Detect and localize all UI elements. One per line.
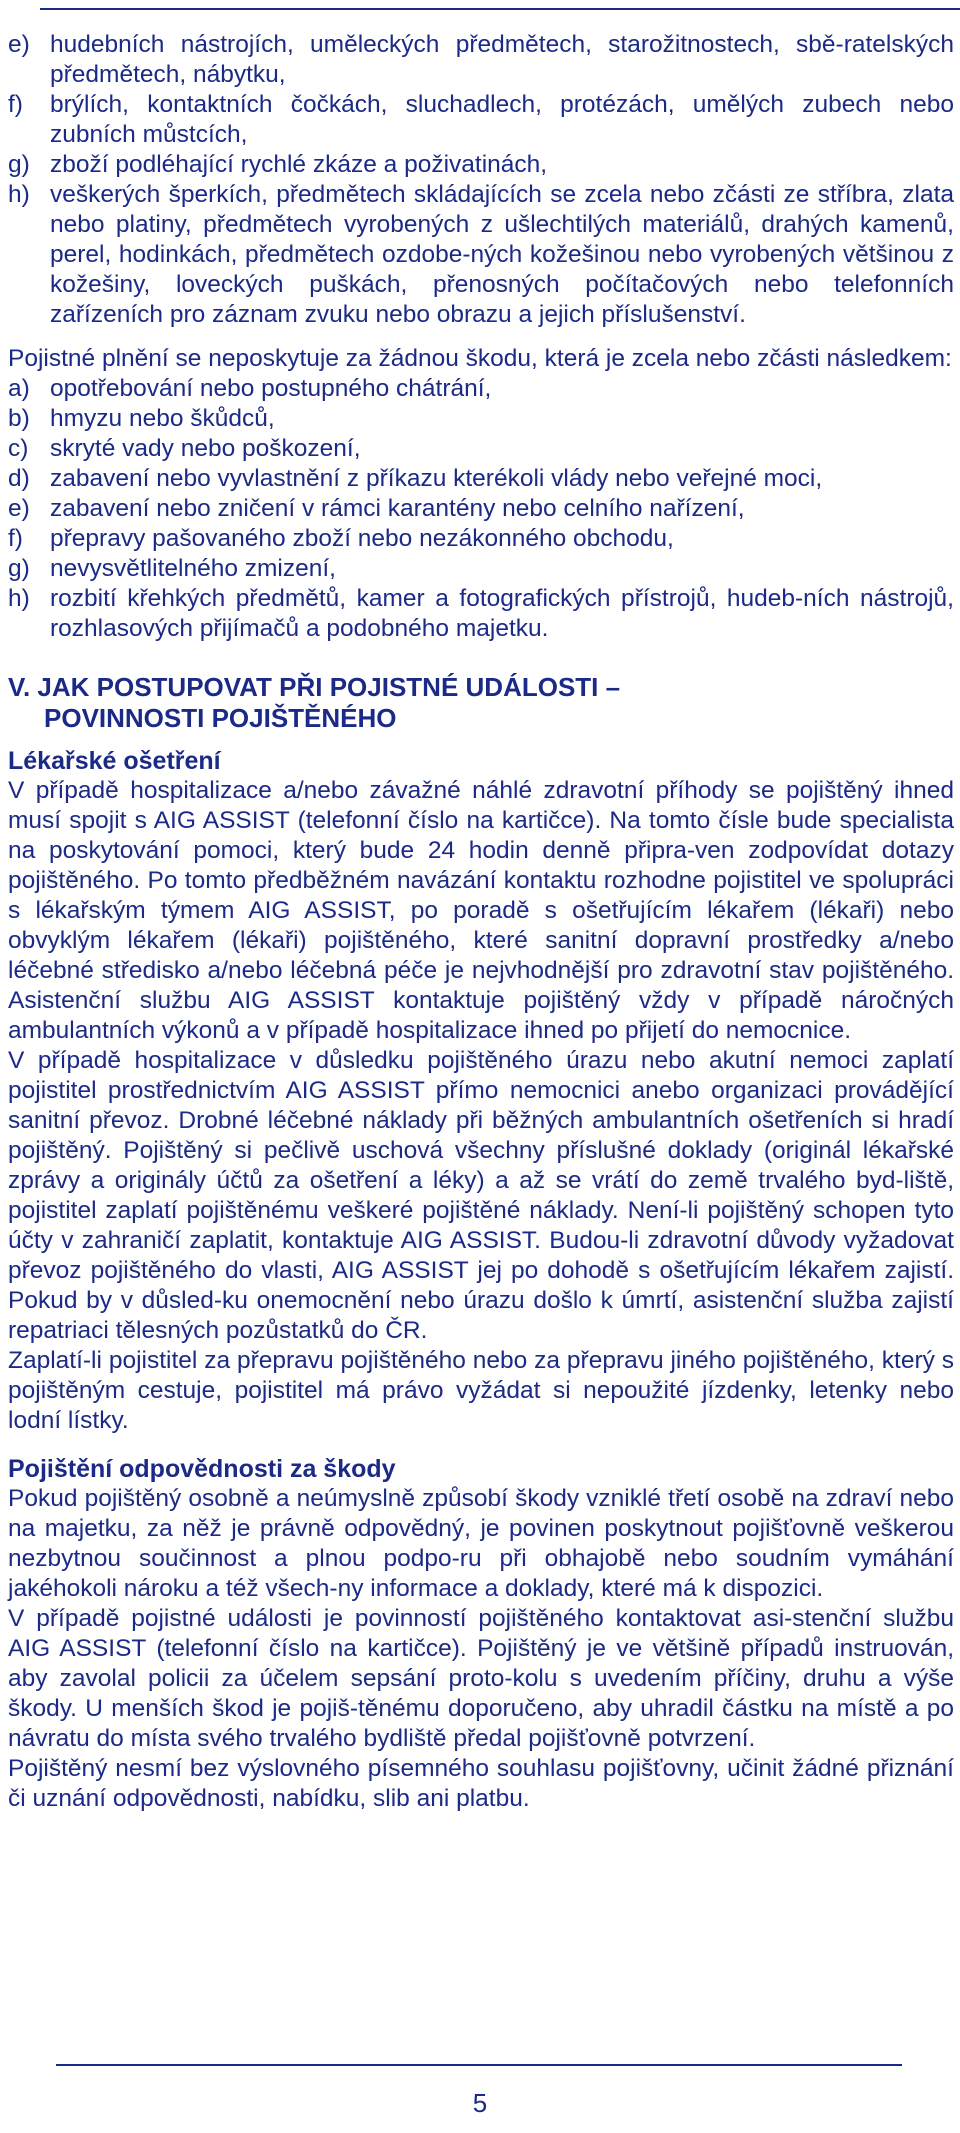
page-number: 5 (472, 2088, 488, 2118)
list-item-text: veškerých šperkích, předmětech skládajících se zcela nebo zčásti ze stříbra, zlata nebo platiny, předmětech vyrobených z ušlechtilých materiálů, drahých kamenů, perel, hodinkách, předmětech ozdobe-ných kožešinou nebo vyrobených většinou z kožešiny, loveckých puškách, přenosných počítačových nebo telefonních zařízeních pro záznam zvuku nebo obrazu a jejich příslušenství. (50, 181, 954, 328)
section-heading (8, 672, 954, 734)
medical-heading: Lékařské ošetření (8, 747, 221, 775)
list-item (8, 554, 954, 584)
section-heading-line2: POVINNOSTI POJIŠTĚNÉHO (44, 703, 397, 733)
list-marker: h) (8, 181, 30, 208)
medical-paragraph: V případě hospitalizace v důsledku pojištěného úrazu nebo akutní nemoci zaplatí pojistitel prostřednictvím AIG ASSIST přímo nemocnici anebo organizaci provádějící sanitní převoz. Drobné léčebné náklady při běžných ambulantních ošetřeních si hradí pojištěný. Pojištěný si pečlivě uschová všechny příslušné doklady (originál lékařské zprávy a originály účtů za ošetření a léky) a až se vrátí do země trvalého byd-liště, pojistitel zaplatí pojištěnému veškeré pojištěné náklady. Není-li pojištěný schopen tyto účty v zahraničí zaplatit, kontaktuje AIG ASSIST. Budou-li zdravotní důvody vyžadovat převoz pojištěného do vlasti, AIG ASSIST jej po dohodě s ošetřujícím lékařem zajistí. Pokud by v důsled-ku onemocnění nebo úrazu došlo k úmrtí, asistenční služba zajistí repatriaci tělesných pozůstatků do ČR. (8, 1047, 954, 1344)
section-heading-line1: V. JAK POSTUPOVAT PŘI POJISTNÉ UDÁLOSTI – (8, 672, 621, 702)
list-marker: e) (8, 495, 30, 522)
list-marker: d) (8, 465, 30, 492)
list-marker: f) (8, 525, 23, 552)
bottom-divider (56, 2064, 902, 2066)
document-body (8, 30, 954, 1814)
list-item (8, 374, 954, 404)
liability-heading: Pojištění odpovědnosti za škody (8, 1455, 396, 1483)
list-item (8, 30, 954, 90)
spacer (8, 330, 954, 344)
list-item (8, 584, 954, 644)
list-item-text: nevysvětlitelného zmizení, (50, 555, 336, 582)
list-marker: e) (8, 31, 30, 58)
list-item-text: hmyzu nebo škůdců, (50, 405, 275, 432)
list-marker: a) (8, 375, 30, 402)
medical-paragraph: V případě hospitalizace a/nebo závažné náhlé zdravotní příhody se pojištěný ihned musí spojit s AIG ASSIST (telefonní číslo na kartičce). Na tomto čísle bude specialista na poskytování pomoci, který bude 24 hodin denně připra-ven zodpovídat dotazy pojištěného. Po tomto předběžném navázání kontaktu rozhodne pojistitel ve spolupráci s lékařským týmem AIG ASSIST, po poradě s ošetřujícím lékařem (lékaři) nebo obvyklým lékařem (lékaři) pojištěného, které sanitní dopravní prostředky a/nebo léčebné středisko a/nebo léčebná péče je nejvhodnější pro zdravotní stav pojištěného. Asistenční službu AIG ASSIST kontaktuje pojištěný vždy v případě náročných ambulantních výkonů a v případě hospitalizace ihned po přijetí do nemocnice. (8, 777, 954, 1044)
top-divider (40, 8, 960, 10)
list-item (8, 494, 954, 524)
list-item-text: zabavení nebo zničení v rámci karantény nebo celního nařízení, (50, 495, 745, 522)
list-marker: g) (8, 151, 30, 178)
list-marker: h) (8, 585, 30, 612)
list-item-text: rozbití křehkých předmětů, kamer a fotografických přístrojů, hudeb-ních nástrojů, rozhlasových přijímačů a podobného majetku. (50, 585, 954, 642)
list-item-text: brýlích, kontaktních čočkách, sluchadlech, protézách, umělých zubech nebo zubních můstcích, (50, 91, 954, 148)
liability-paragraph: Pojištěný nesmí bez výslovného písemného souhlasu pojišťovny, učinit žádné přiznání či uznání odpovědnosti, nabídku, slib ani platbu. (8, 1755, 954, 1812)
medical-paragraph: Zaplatí-li pojistitel za přepravu pojištěného nebo za přepravu jiného pojištěného, který s pojištěným cestuje, pojistitel má právo vyžádat si nepoužité jízdenky, letenky nebo lodní lístky. (8, 1347, 954, 1434)
list-item (8, 464, 954, 494)
exclusion-intro: Pojistné plnění se neposkytuje za žádnou škodu, která je zcela nebo zčásti následkem: (8, 345, 952, 372)
liability-paragraph: V případě pojistné události je povinností pojištěného kontaktovat asi-stenční službu AIG ASSIST (telefonní číslo na kartičce). Pojištěný je ve většině případů instruován, aby zavolal policii za účelem sepsání proto-kolu s uvedením příčiny, druhu a výše škody. U menších škod je pojiš-těnému doporučeno, aby uhradil částku na místě a po návratu do místa svého trvalého bydliště předal pojišťovně potvrzení. (8, 1605, 954, 1752)
liability-paragraph: Pokud pojištěný osobně a neúmyslně způsobí škody vzniklé třetí osobě na zdraví nebo na majetku, za něž je právně odpovědný, je povinen poskytnout pojišťovně veškerou nezbytnou součinnost a plnou podpo-ru při obhajobě nebo soudním vymáhání jakéhokoli nároku a též všech-ny informace a doklady, které má k dispozici. (8, 1485, 954, 1602)
list-item (8, 524, 954, 554)
list-item (8, 434, 954, 464)
list-marker: b) (8, 405, 30, 432)
list-marker: g) (8, 555, 30, 582)
list-item (8, 90, 954, 150)
list-item-text: hudebních nástrojích, uměleckých předmětech, starožitnostech, sbě-ratelských předmětech, nábytku, (50, 31, 954, 88)
list-marker: c) (8, 435, 29, 462)
list-item (8, 150, 954, 180)
exclusion-list (8, 374, 954, 644)
list-item (8, 180, 954, 330)
exclusion-list-continued (8, 30, 954, 330)
list-item-text: skryté vady nebo poškození, (50, 435, 361, 462)
list-marker: f) (8, 91, 23, 118)
list-item-text: zboží podléhající rychlé zkáze a poživatinách, (50, 151, 548, 178)
list-item-text: opotřebování nebo postupného chátrání, (50, 375, 492, 402)
list-item-text: zabavení nebo vyvlastnění z příkazu kterékoli vlády nebo veřejné moci, (50, 465, 823, 492)
list-item-text: přepravy pašovaného zboží nebo nezákonného obchodu, (50, 525, 674, 552)
list-item (8, 404, 954, 434)
